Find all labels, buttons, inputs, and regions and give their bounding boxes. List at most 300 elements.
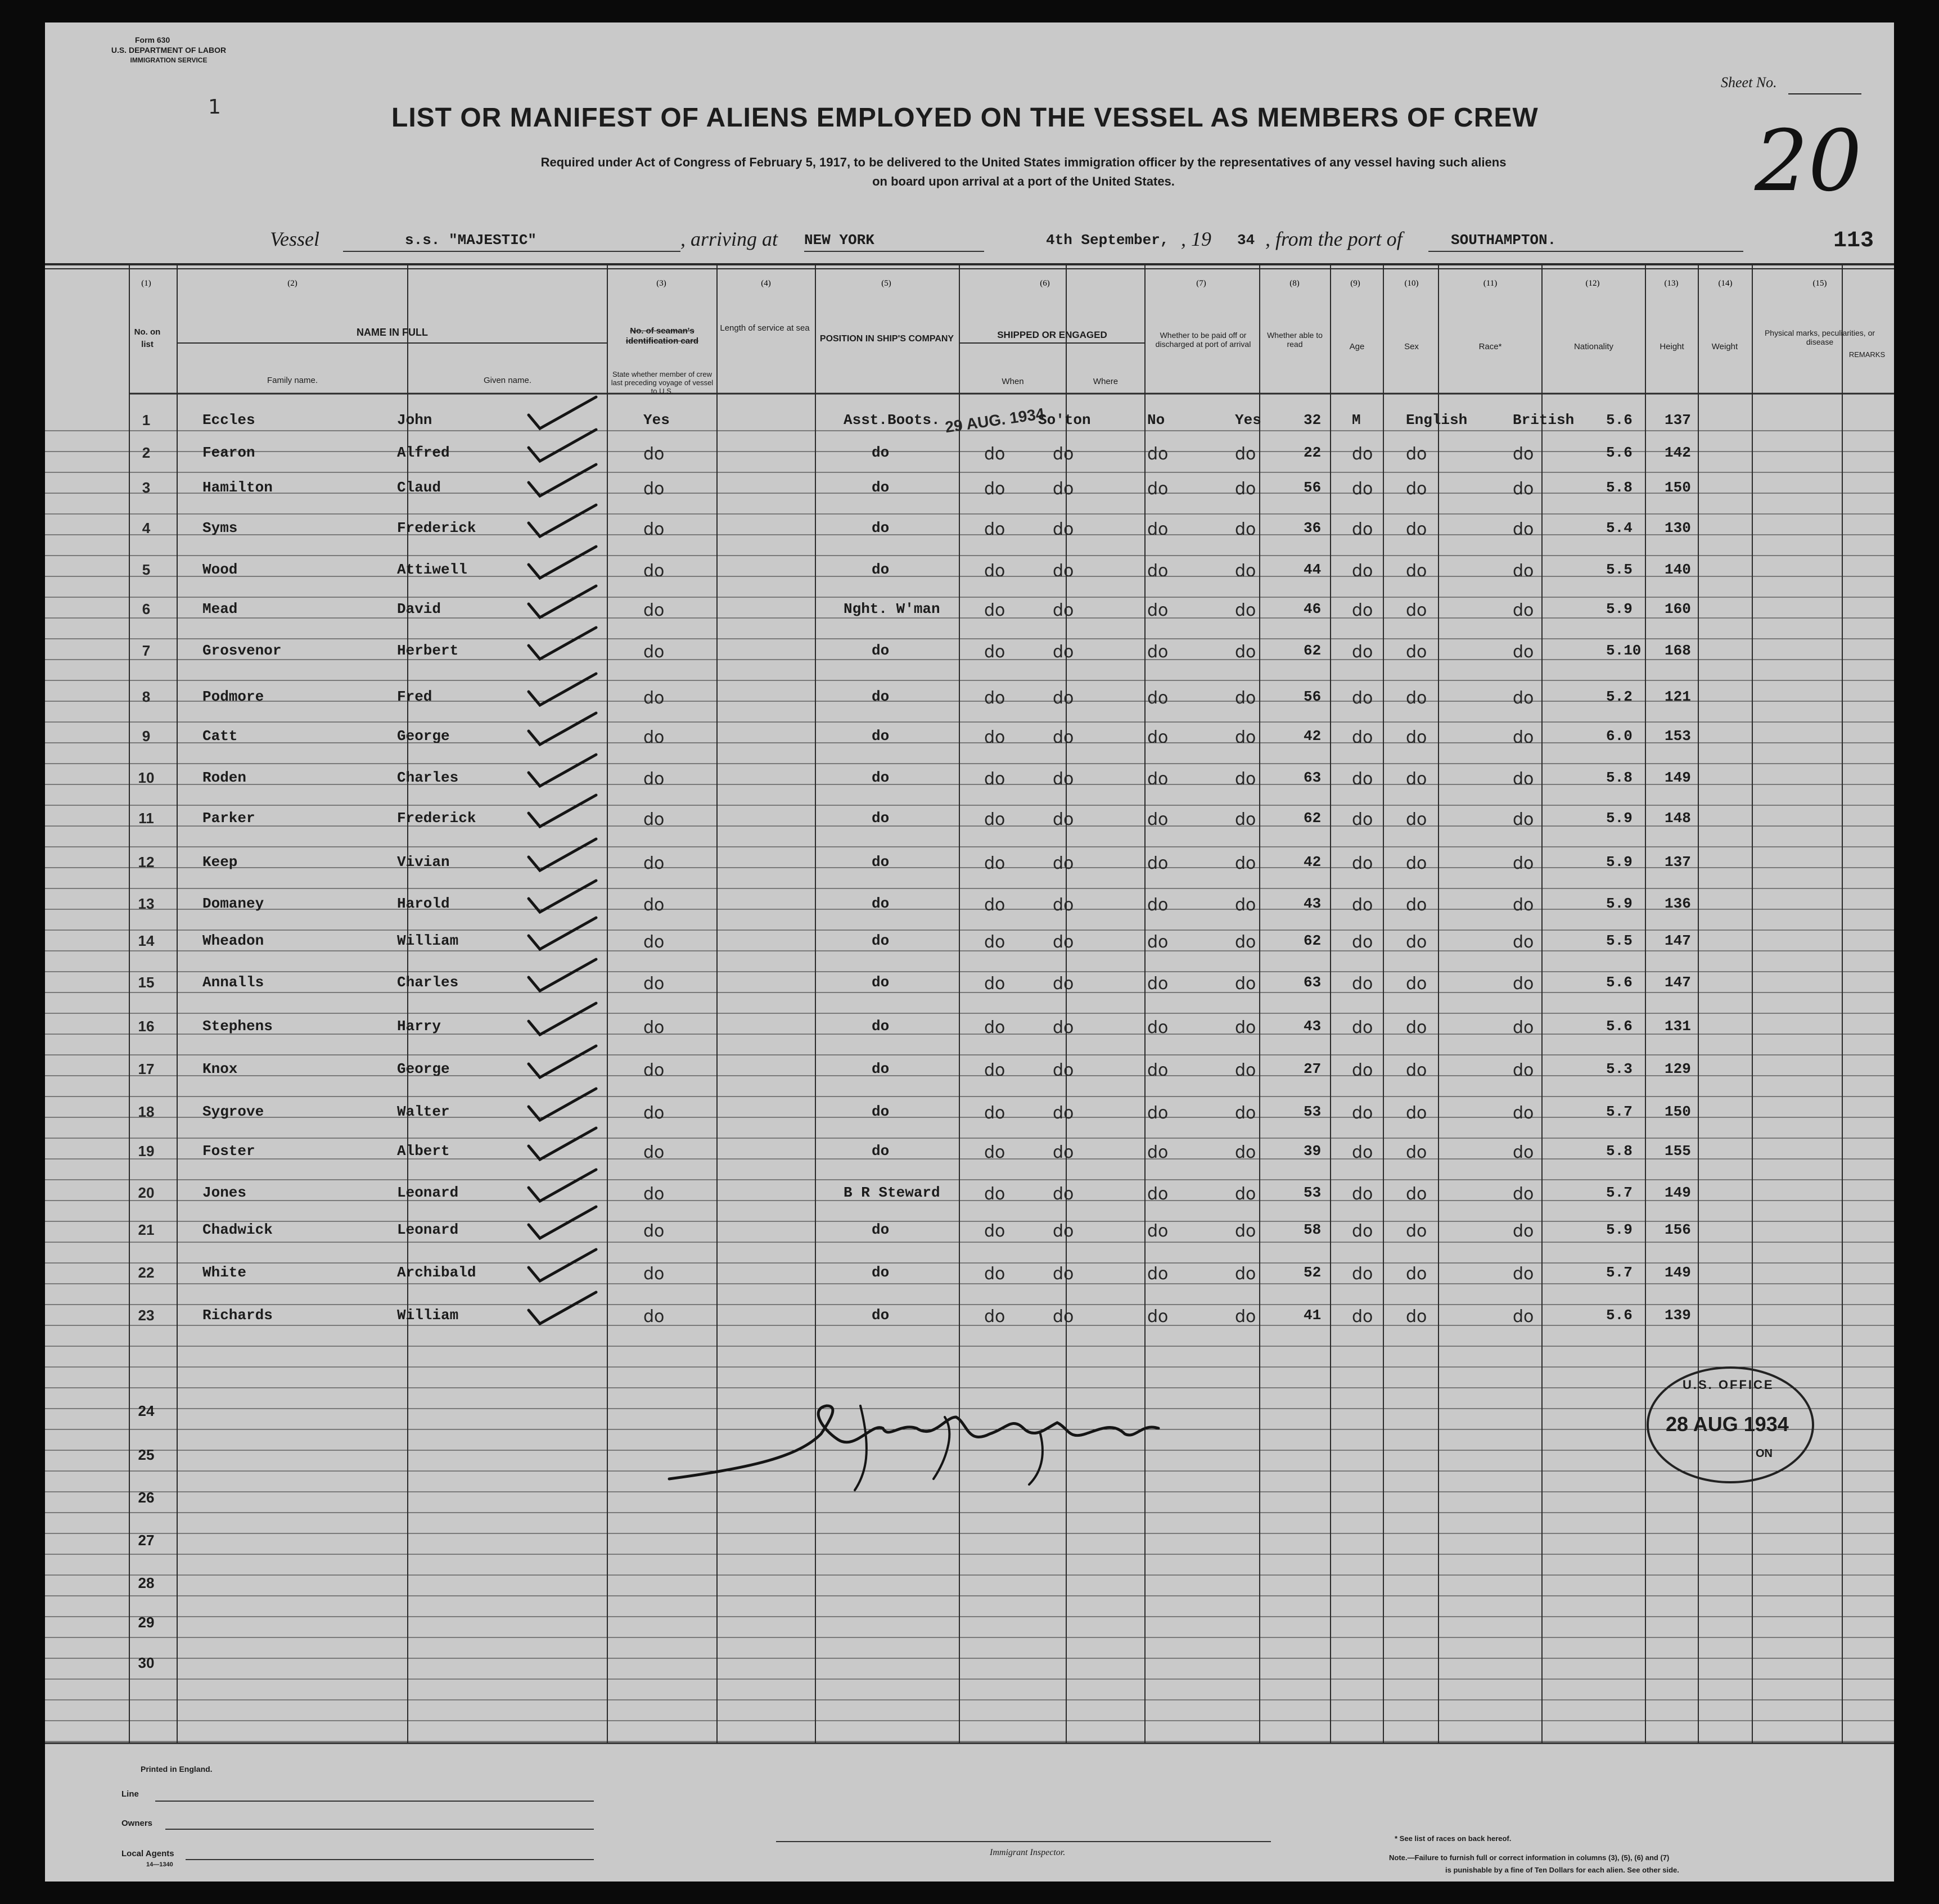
check-mark-icon [523, 461, 602, 500]
cell-given: John [397, 412, 432, 428]
cell-sex: do [1352, 1061, 1373, 1080]
cell-pos: do [872, 974, 890, 991]
note-line-2: is punishable by a fine of Ten Dollars for each alien. See other side. [1445, 1866, 1679, 1874]
cell-family: Stephens [202, 1018, 273, 1035]
cell-where: do [1053, 1103, 1074, 1123]
cell-when: do [984, 1143, 1005, 1162]
cell-read: do [1235, 561, 1256, 581]
header-shipped: SHIPPED OR ENGAGED [997, 330, 1107, 340]
header-physical: Physical marks, peculiarities, or disease [1764, 328, 1875, 346]
empty-row-number: 24 [138, 1402, 155, 1419]
cell-prev: do [643, 520, 665, 539]
cell-race: do [1406, 1103, 1427, 1123]
form-number: Form 630 [135, 35, 170, 44]
cell-pos: do [872, 932, 890, 949]
cell-age: 32 [1304, 412, 1322, 428]
cell-family: Wood [202, 561, 238, 578]
cell-read: do [1235, 642, 1256, 662]
cell-nat: do [1513, 479, 1534, 499]
cell-prev: do [643, 895, 665, 915]
cell-paid: do [1147, 1307, 1169, 1327]
cell-age: 46 [1304, 601, 1322, 617]
cell-family: Eccles [202, 412, 255, 428]
year-suffix: 34 [1237, 232, 1255, 249]
cell-paid: do [1147, 1061, 1169, 1080]
cell-race: do [1406, 601, 1427, 620]
cell-pos: do [872, 1103, 890, 1120]
cell-prev: do [643, 1143, 665, 1162]
cell-pos: do [872, 561, 890, 578]
cell-given: Albert [397, 1143, 450, 1159]
cell-when: do [984, 520, 1005, 539]
cell-given: Leonard [397, 1221, 459, 1238]
cell-wt: 147 [1665, 974, 1691, 991]
cell-where: do [1053, 932, 1074, 952]
check-mark-icon [523, 710, 602, 749]
stamp-bottom: ON [1756, 1447, 1773, 1460]
cell-family: White [202, 1264, 247, 1281]
cell-age: 53 [1304, 1184, 1322, 1201]
cell-read: do [1235, 1184, 1256, 1204]
cell-given: Charles [397, 769, 459, 786]
cell-sex: M [1352, 412, 1361, 428]
cell-family: Syms [202, 520, 238, 536]
cell-ht: 5.5 [1606, 561, 1633, 578]
cell-pos: B R Steward [844, 1184, 940, 1201]
empty-row-number: 26 [138, 1489, 155, 1506]
cell-family: Chadwick [202, 1221, 273, 1238]
header-position: POSITION IN SHIP'S COMPANY [819, 334, 954, 344]
cell-sex: do [1352, 520, 1373, 539]
cell-race: do [1406, 1221, 1427, 1241]
cell-ht: 5.8 [1606, 479, 1633, 496]
cell-nat: do [1513, 1061, 1534, 1080]
cell-no: 18 [138, 1103, 155, 1120]
cell-pos: Nght. W'man [844, 601, 940, 617]
cell-age: 43 [1304, 1018, 1322, 1035]
cell-family: Annalls [202, 974, 264, 991]
cell-read: do [1235, 769, 1256, 789]
cell-pos: do [872, 1307, 890, 1324]
cell-race: do [1406, 688, 1427, 708]
cell-no: 2 [142, 444, 151, 461]
cell-wt: 131 [1665, 1018, 1691, 1035]
cell-wt: 140 [1665, 561, 1691, 578]
cell-when: do [984, 1307, 1005, 1327]
cell-given: Leonard [397, 1184, 459, 1201]
cell-sex: do [1352, 932, 1373, 952]
cell-wt: 142 [1665, 444, 1691, 461]
cell-age: 36 [1304, 520, 1322, 536]
cell-read: do [1235, 688, 1256, 708]
cell-pos: do [872, 854, 890, 870]
cell-when: do [984, 769, 1005, 789]
subtitle-line-2: on board upon arrival at a port of the United States. [872, 174, 1175, 188]
header-paid-off: Whether to be paid off or discharged at port of arrival [1155, 331, 1251, 349]
cell-given: David [397, 601, 441, 617]
subtitle-line-1: Required under Act of Congress of February 5, 1917, to be delivered to the United States immigration officer by the representatives of any vessel having such aliens [540, 155, 1507, 169]
check-mark-icon [523, 1000, 602, 1039]
cell-sex: do [1352, 479, 1373, 499]
cell-ht: 5.9 [1606, 1221, 1633, 1238]
cell-family: Foster [202, 1143, 255, 1159]
note-line-1: Note.—Failure to furnish full or correct information in columns (3), (5), (6) and (7) [1389, 1853, 1670, 1862]
cell-where: do [1053, 1018, 1074, 1037]
cell-paid: do [1147, 1103, 1169, 1123]
check-mark-icon [523, 1125, 602, 1164]
cell-read: do [1235, 1264, 1256, 1284]
cell-given: Claud [397, 479, 441, 496]
cell-no: 14 [138, 932, 155, 949]
cell-family: Hamilton [202, 479, 273, 496]
cell-read: do [1235, 1307, 1256, 1327]
cell-wt: 149 [1665, 1264, 1691, 1281]
cell-paid: do [1147, 642, 1169, 662]
cell-pos: do [872, 810, 890, 827]
cell-sex: do [1352, 810, 1373, 829]
from-port: SOUTHAMPTON. [1451, 232, 1557, 249]
cell-pos: do [872, 642, 890, 659]
cell-pos: do [872, 444, 890, 461]
check-mark-icon [523, 956, 602, 995]
cell-pos: do [872, 1018, 890, 1035]
cell-pos: do [872, 1264, 890, 1281]
cell-nat: do [1513, 1018, 1534, 1037]
header-race: Race* [1478, 342, 1502, 351]
cell-read: do [1235, 520, 1256, 539]
cell-no: 17 [138, 1061, 155, 1077]
cell-read: do [1235, 1221, 1256, 1241]
cell-read: do [1235, 1143, 1256, 1162]
cell-prev: do [643, 1184, 665, 1204]
cell-ht: 5.8 [1606, 769, 1633, 786]
cell-when: do [984, 974, 1005, 994]
cell-where: do [1053, 1307, 1074, 1327]
cell-race: do [1406, 561, 1427, 581]
cell-nat: do [1513, 854, 1534, 873]
check-mark-icon [523, 624, 602, 664]
cell-read: do [1235, 1103, 1256, 1123]
cell-read: do [1235, 728, 1256, 747]
cell-sex: do [1352, 1018, 1373, 1037]
cell-nat: do [1513, 1264, 1534, 1284]
header-name-in-full: NAME IN FULL [357, 327, 428, 338]
cell-age: 42 [1304, 728, 1322, 745]
column-number: (11) [1483, 279, 1498, 288]
cell-where: do [1053, 601, 1074, 620]
printed-in: Printed in England. [141, 1765, 213, 1774]
cell-pos: do [872, 1221, 890, 1238]
cell-where: do [1053, 520, 1074, 539]
cell-wt: 147 [1665, 932, 1691, 949]
page-title: LIST OR MANIFEST OF ALIENS EMPLOYED ON THE VESSEL AS MEMBERS OF CREW [391, 103, 1539, 133]
corner-mark: 1 [208, 96, 221, 119]
header-remarks: REMARKS [1848, 350, 1886, 359]
cell-given: Attiwell [397, 561, 467, 578]
cell-given: Vivian [397, 854, 450, 870]
cell-read: do [1235, 895, 1256, 915]
cell-nat: do [1513, 974, 1534, 994]
cell-when: do [984, 895, 1005, 915]
column-number: (3) [656, 279, 666, 288]
cell-pos: do [872, 688, 890, 705]
cell-no: 4 [142, 520, 151, 536]
cell-age: 63 [1304, 974, 1322, 991]
cell-given: Harold [397, 895, 450, 912]
cell-age: 63 [1304, 769, 1322, 786]
cell-age: 42 [1304, 854, 1322, 870]
year-prefix: , 19 [1181, 228, 1211, 250]
header-given-name: Given name. [483, 376, 532, 385]
cell-race: do [1406, 769, 1427, 789]
cell-age: 39 [1304, 1143, 1322, 1159]
cell-age: 53 [1304, 1103, 1322, 1120]
column-number: (10) [1404, 279, 1419, 288]
cell-sex: do [1352, 1143, 1373, 1162]
cell-age: 43 [1304, 895, 1322, 912]
cell-family: Podmore [202, 688, 264, 705]
check-mark-icon [523, 543, 602, 583]
sheet-no-label: Sheet No. [1721, 74, 1777, 91]
cell-ht: 5.6 [1606, 1307, 1633, 1324]
cell-race: do [1406, 479, 1427, 499]
check-mark-icon [523, 1043, 602, 1082]
cell-prev: do [643, 479, 665, 499]
empty-row-number: 30 [138, 1654, 155, 1671]
cell-age: 41 [1304, 1307, 1322, 1324]
cell-ht: 5.3 [1606, 1061, 1633, 1077]
cell-ht: 5.9 [1606, 895, 1633, 912]
cell-wt: 129 [1665, 1061, 1691, 1077]
cell-no: 12 [138, 854, 155, 870]
cell-wt: 155 [1665, 1143, 1691, 1159]
cell-sex: do [1352, 1221, 1373, 1241]
check-mark-icon [523, 877, 602, 917]
cell-prev: do [643, 1307, 665, 1327]
cell-wt: 150 [1665, 479, 1691, 496]
header-weight: Weight [1711, 342, 1738, 351]
cell-wt: 156 [1665, 1221, 1691, 1238]
vessel-label: Vessel [270, 228, 319, 250]
empty-row-number: 29 [138, 1614, 155, 1631]
cell-nat: do [1513, 728, 1534, 747]
header-age: Age [1349, 342, 1365, 351]
cell-sex: do [1352, 688, 1373, 708]
cell-age: 58 [1304, 1221, 1322, 1238]
cell-where: do [1053, 1143, 1074, 1162]
cell-sex: do [1352, 1307, 1373, 1327]
cell-race: do [1406, 1184, 1427, 1204]
cell-given: George [397, 728, 450, 745]
cell-nat: do [1513, 810, 1534, 829]
cell-prev: do [643, 854, 665, 873]
cell-prev: do [643, 1221, 665, 1241]
cell-race: do [1406, 1307, 1427, 1327]
agents-label: Local Agents [121, 1849, 174, 1858]
cell-nat: do [1513, 1184, 1534, 1204]
service: IMMIGRATION SERVICE [130, 56, 208, 64]
cell-age: 44 [1304, 561, 1322, 578]
cell-no: 5 [142, 561, 151, 578]
page-number: 113 [1833, 228, 1874, 254]
cell-race: do [1406, 520, 1427, 539]
check-mark-icon [523, 502, 602, 541]
cell-family: Richards [202, 1307, 273, 1324]
column-number: (9) [1350, 279, 1360, 288]
cell-sex: do [1352, 728, 1373, 747]
cell-paid: do [1147, 932, 1169, 952]
cell-where: do [1053, 728, 1074, 747]
arriving-label: , arriving at [680, 228, 778, 250]
cell-family: Fearon [202, 444, 255, 461]
cell-sex: do [1352, 1264, 1373, 1284]
cell-family: Jones [202, 1184, 247, 1201]
cell-read: do [1235, 479, 1256, 499]
cell-age: 62 [1304, 810, 1322, 827]
cell-no: 3 [142, 479, 151, 496]
cell-pos: do [872, 520, 890, 536]
cell-prev: do [643, 769, 665, 789]
signature [652, 1383, 1192, 1496]
cell-prev: do [643, 688, 665, 708]
cell-sex: do [1352, 895, 1373, 915]
cell-age: 52 [1304, 1264, 1322, 1281]
cell-race: do [1406, 728, 1427, 747]
cell-ht: 5.9 [1606, 810, 1633, 827]
table-grid [45, 22, 1894, 1882]
cell-prev: do [643, 561, 665, 581]
cell-given: Herbert [397, 642, 459, 659]
cell-when: do [984, 1061, 1005, 1080]
cell-wt: 153 [1665, 728, 1691, 745]
cell-no: 22 [138, 1264, 155, 1281]
cell-nat: do [1513, 1103, 1534, 1123]
cell-race: do [1406, 810, 1427, 829]
cell-when: do [984, 561, 1005, 581]
cell-wt: 149 [1665, 769, 1691, 786]
empty-row-number: 27 [138, 1532, 155, 1549]
cell-no: 23 [138, 1307, 155, 1324]
cell-ht: 5.9 [1606, 601, 1633, 617]
column-number: (1) [141, 279, 151, 288]
cell-no: 7 [142, 642, 151, 659]
cell-sex: do [1352, 444, 1373, 464]
cell-prev: do [643, 642, 665, 662]
cell-no: 1 [142, 412, 151, 428]
cell-when: do [984, 1103, 1005, 1123]
header-able-read: Whether able to read [1267, 331, 1323, 349]
races-note: * See list of races on back hereof. [1395, 1834, 1512, 1843]
cell-read: Yes [1235, 412, 1261, 428]
arrival-port: NEW YORK [804, 232, 874, 249]
cell-when: 29 AUG. 1934 [944, 404, 1046, 436]
cell-where: do [1053, 1061, 1074, 1080]
cell-sex: do [1352, 1184, 1373, 1204]
cell-race: do [1406, 1061, 1427, 1080]
cell-where: do [1053, 688, 1074, 708]
cell-prev: do [643, 810, 665, 829]
cell-where: do [1053, 810, 1074, 829]
cell-given: Alfred [397, 444, 450, 461]
column-number: (15) [1812, 279, 1827, 288]
cell-race: do [1406, 895, 1427, 915]
cell-when: do [984, 642, 1005, 662]
cell-where: do [1053, 895, 1074, 915]
cell-paid: do [1147, 1264, 1169, 1284]
cell-no: 19 [138, 1143, 155, 1159]
cell-when: do [984, 854, 1005, 873]
header-sex: Sex [1404, 342, 1419, 351]
cell-where: do [1053, 642, 1074, 662]
cell-where: do [1053, 1221, 1074, 1241]
cell-read: do [1235, 1061, 1256, 1080]
cell-when: do [984, 932, 1005, 952]
cell-when: do [984, 728, 1005, 747]
cell-ht: 5.2 [1606, 688, 1633, 705]
stamp-top: U.S. OFFICE [1683, 1378, 1774, 1392]
check-mark-icon [523, 1085, 602, 1125]
cell-when: do [984, 1184, 1005, 1204]
cell-age: 62 [1304, 932, 1322, 949]
cell-race: do [1406, 1018, 1427, 1037]
cell-wt: 136 [1665, 895, 1691, 912]
cell-ht: 5.7 [1606, 1264, 1633, 1281]
cell-given: William [397, 932, 459, 949]
cell-read: do [1235, 854, 1256, 873]
cell-family: Parker [202, 810, 255, 827]
cell-paid: do [1147, 1018, 1169, 1037]
cell-where: do [1053, 444, 1074, 464]
cell-family: Roden [202, 769, 247, 786]
cell-no: 16 [138, 1018, 155, 1035]
cell-wt: 139 [1665, 1307, 1691, 1324]
cell-prev: do [643, 1103, 665, 1123]
cell-nat: do [1513, 769, 1534, 789]
column-number: (8) [1289, 279, 1300, 288]
cell-pos: do [872, 769, 890, 786]
cell-pos: do [872, 479, 890, 496]
cell-age: 62 [1304, 642, 1322, 659]
cell-no: 15 [138, 974, 155, 991]
column-number: (4) [761, 279, 771, 288]
cell-read: do [1235, 810, 1256, 829]
column-number: (7) [1196, 279, 1206, 288]
cell-ht: 5.8 [1606, 1143, 1633, 1159]
cell-when: do [984, 1221, 1005, 1241]
cell-read: do [1235, 1018, 1256, 1037]
cell-prev: do [643, 974, 665, 994]
cell-when: do [984, 479, 1005, 499]
cell-sex: do [1352, 769, 1373, 789]
check-mark-icon [523, 1203, 602, 1243]
cell-race: do [1406, 974, 1427, 994]
cell-nat: do [1513, 520, 1534, 539]
cell-pos: do [872, 1061, 890, 1077]
cell-wt: 150 [1665, 1103, 1691, 1120]
cell-given: Frederick [397, 520, 476, 536]
cell-nat: do [1513, 1221, 1534, 1241]
cell-no: 11 [138, 810, 154, 827]
cell-wt: 137 [1665, 854, 1691, 870]
header-length-service: Length of service at sea [720, 323, 810, 333]
cell-nat: do [1513, 601, 1534, 620]
cell-given: Archibald [397, 1264, 476, 1281]
check-mark-icon [523, 836, 602, 875]
office-stamp [1647, 1366, 1814, 1483]
cell-wt: 130 [1665, 520, 1691, 536]
cell-prev: do [643, 728, 665, 747]
cell-ht: 5.10 [1606, 642, 1642, 659]
